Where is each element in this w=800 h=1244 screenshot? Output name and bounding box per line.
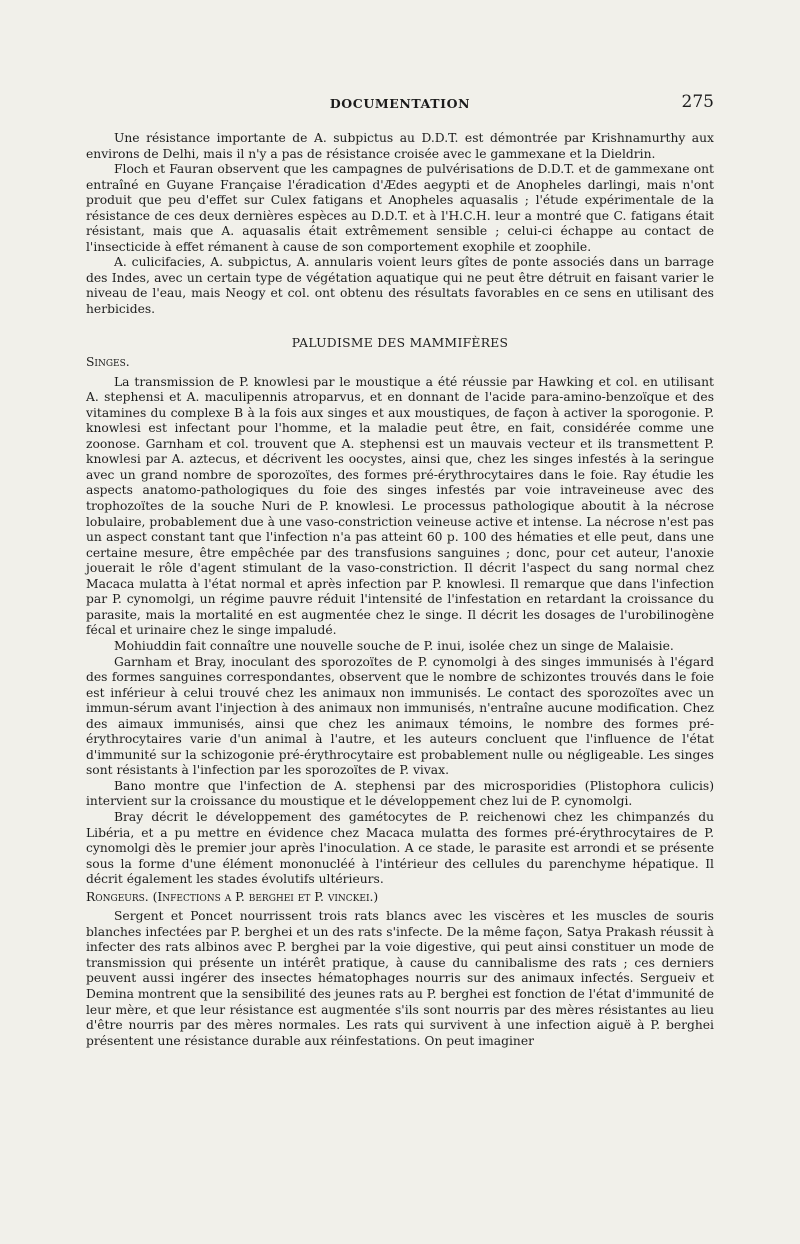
paragraph-mohiuddin: Mohiuddin fait connaître une nouvelle souche de P. inui, isolée chez un singe de Malaisie. — [114, 638, 674, 653]
paragraph-bano: Bano montre que l'infection de A. stephensi par des microsporidies (Plistophora culicis) intervient sur la croissance du moustique et le développement chez lui de P. cynomolgi. — [86, 778, 714, 809]
subheading-monkeys: Singes. — [86, 355, 130, 370]
page-number: 275 — [681, 92, 714, 112]
subheading-rodents: Rongeurs. (Infections a P. berghei et P. vinckei.) — [86, 889, 379, 904]
paragraph-breeding-sites: A. culicifacies, A. subpictus, A. annularis voient leurs gîtes de ponte associés dans un barrage des Indes, avec un certain type de végétation aquatique qui ne peut être détruit en faisant varier le niveau de l'eau, mais Neogy et col. ont obtenu des résultats favorables en ce sens en utilisant des herbicides. — [86, 255, 714, 317]
paragraph-floch-fauran: Floch et Fauran observent que les campagnes de pulvérisations de D.D.T. et de gammexane ont entraîné en Guyane Française l'éradication d'Ædes aegypti et de Anopheles darlingi, mais n'ont produit que peu d'effet sur Culex fatigans et Anopheles aquasalis ; l'étude expérimentale de la résistance de ces deux dernières espèces au D.D.T. et à l'H.C.H. leur a montré que C. fatigans était résistant, mais que A. aquasalis était extrêmement sensible ; celui-ci échappe au contact de l'insecticide à effet rémanent à cause de son comportement exophile et zoophile. — [86, 162, 714, 254]
paragraph-garnham-bray: Garnham et Bray, inoculant des sporozoïtes de P. cynomolgi à des singes immunisés à l'égard des formes sanguines correspondantes, observent que le nombre de schizontes trouvés dans le foie est inférieur à celui trouvé chez les animaux non immunisés. Le contact des sporozoïtes avec un immun-sérum avant l'injection à des animaux non immunisés, n'entraîne aucune modification. Chez des aimaux immunisés, ainsi que chez les animaux témoins, le nombre des formes pré-érythrocytaires varie d'un animal à l'autre, et les auteurs concluent que l'influence de l'état d'immunité sur la schizogonie pré-érythrocytaire est probablement nulle ou négligeable. Les singes sont résistants à l'infection par les sporozoïtes de P. vivax. — [86, 654, 714, 778]
paragraph-sergent-poncet: Sergent et Poncet nourrissent trois rats blancs avec les viscères et les muscles de souris blanches infectées par P. berghei et un des rats s'infecte. De la même façon, Satya Prakash réussit à infecter des rats albinos avec P. berghei par la voie digestive, qui peut ainsi constituer un mode de transmission qui présente un intérêt pratique, à cause du cannibalisme des rats ; ces derniers peuvent aussi ingérer des insectes hématophages nourris sur des animaux infectés. Sergueiv et Demina montrent que la sensibilité des jeunes rats au P. berghei est fonction de l'état d'immunité de leur mère, et que leur résistance est augmentée s'ils sont nourris par des mères résistantes au lieu d'être nourris par des mères normales. Les rats qui survivent à une infection aiguë à P. berghei présentent une résistance durable aux réinfestations. On peut imaginer — [86, 909, 714, 1048]
running-head: DOCUMENTATION — [329, 96, 471, 111]
body-text — [86, 131, 714, 1049]
page-header — [86, 92, 714, 116]
paragraph-resistance-subpictus: Une résistance importante de A. subpictus au D.D.T. est démontrée par Krishnamurthy aux environs de Delhi, mais il n'y a pas de résistance croisée avec le gammexane et la Dieldrin. — [86, 131, 714, 161]
paragraph-bray-reichenowi: Bray décrit le développement des gamétocytes de P. reichenowi chez les chimpanzés du Libéria, et a pu mettre en évidence chez Macaca mulatta des formes pré-érythrocytaires de P. cynomolgi dès le premier jour après l'inoculation. A ce stade, le parasite est arrondi et se présente sous la forme d'une élément mononucléé à l'intérieur des cellules du parenchyme hépatique. Il décrit également les stades évolutifs ultérieurs. — [86, 809, 714, 887]
section-title: PALUDISME DES MAMMIFÈRES — [291, 335, 509, 350]
paragraph-knowlesi-transmission: La transmission de P. knowlesi par le moustique a été réussie par Hawking et col. en utilisant A. stephensi et A. maculipennis atroparvus, et en donnant de l'acide para-amino-benzoïque et des vitamines du complexe B à la fois aux singes et aux moustiques, de façon à activer la sporogonie. P. knowlesi est infectant pour l'homme, et la maladie peut être, en fait, considérée comme une zoonose. Garnham et col. trouvent que A. stephensi est un mauvais vecteur et ils transmettent P. knowlesi par A. aztecus, et décrivent les oocystes, ainsi que, chez les singes infestés à la seringue avec un grand nombre de sporozoïtes, des formes pré-érythrocytaires dans le foie. Ray étudie les aspects anatomo-pathologiques du foie des singes infestés par voie intraveineuse avec des trophozoïtes de la souche Nuri de P. knowlesi. Le processus pathologique aboutit à la nécrose lobulaire, probablement due à une vaso-constriction veineuse active et intense. La nécrose n'est pas un aspect constant tant que l'infection n'a pas atteint 60 p. 100 des hématies et elle peut, dans une certaine mesure, être empêchée par des transfusions sanguines ; donc, pour cet auteur, l'anoxie jouerait le rôle d'agent stimulant de la vaso-constriction. Il décrit l'aspect du sang normal chez Macaca mulatta à l'état normal et après infection par P. knowlesi. Il remarque que dans l'infection par P. cynomolgi, un régime pauvre réduit l'intensité de l'infestation en retardant la croissance du parasite, mais la mortalité en est augmentée chez le singe. Il décrit les dosages de l'urobilinogène fécal et urinaire chez le singe impaludé. — [86, 374, 714, 638]
